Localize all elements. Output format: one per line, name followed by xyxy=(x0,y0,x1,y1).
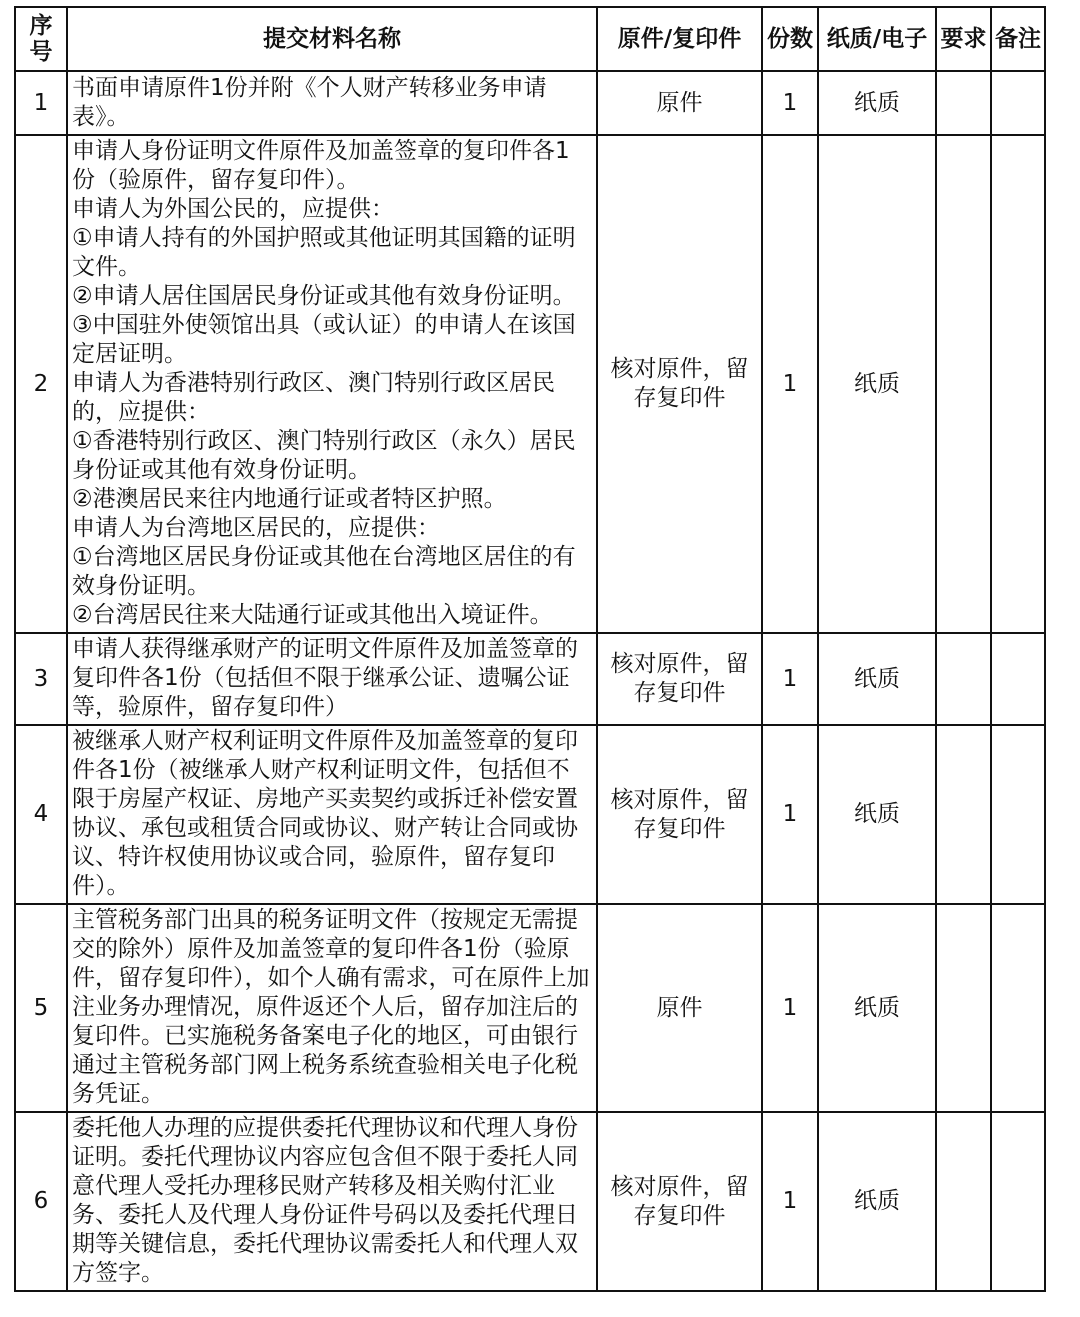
row-medium: 纸质 xyxy=(818,904,936,1112)
row-note xyxy=(991,71,1045,135)
header-medium: 纸质/电子 xyxy=(818,7,936,71)
row-form: 原件 xyxy=(597,71,762,135)
table-row xyxy=(15,725,1045,904)
row-medium: 纸质 xyxy=(818,725,936,904)
row-form: 核对原件，留存复印件 xyxy=(597,633,762,725)
row-name-line: ①台湾地区居民身份证或其他在台湾地区居住的有效身份证明。 xyxy=(72,544,576,599)
row-note xyxy=(991,135,1045,633)
row-seq: 3 xyxy=(15,633,67,725)
row-seq: 6 xyxy=(15,1112,67,1291)
row-seq: 5 xyxy=(15,904,67,1112)
row-name xyxy=(67,904,597,1112)
table-row xyxy=(15,633,1045,725)
row-name-line: ②申请人居住国居民身份证或其他有效身份证明。 xyxy=(72,283,576,309)
row-name xyxy=(67,135,597,633)
table-row xyxy=(15,1112,1045,1291)
row-name-line: 委托他人办理的应提供委托代理协议和代理人身份证明。委托代理协议内容应包含但不限于委托人同意代理人受托办理移民财产转移及相关购付汇业务、委托人及代理人身份证件号码以及委托代理日期等关键信息，委托代理协议需委托人和代理人双方签字。 xyxy=(72,1115,578,1286)
materials-table-container xyxy=(14,6,1046,1292)
row-medium: 纸质 xyxy=(818,633,936,725)
row-seq: 2 xyxy=(15,135,67,633)
table-row xyxy=(15,904,1045,1112)
row-requirement xyxy=(936,71,991,135)
table-row xyxy=(15,71,1045,135)
row-requirement xyxy=(936,725,991,904)
header-requirement: 要求 xyxy=(936,7,991,71)
row-copies: 1 xyxy=(762,135,818,633)
header-seq: 序号 xyxy=(15,7,67,71)
row-medium: 纸质 xyxy=(818,71,936,135)
header-form: 原件/复印件 xyxy=(597,7,762,71)
row-name-line: ①香港特别行政区、澳门特别行政区（永久）居民身份证或其他有效身份证明。 xyxy=(72,428,576,483)
row-form: 核对原件，留存复印件 xyxy=(597,1112,762,1291)
row-form: 核对原件，留存复印件 xyxy=(597,135,762,633)
row-name-line: 申请人为台湾地区居民的，应提供： xyxy=(72,515,440,541)
row-name-line: 被继承人财产权利证明文件原件及加盖签章的复印件各1份（被继承人财产权利证明文件，包括但不限于房屋产权证、房地产买卖契约或拆迁补偿安置协议、承包或租赁合同或协议、财产转让合同或协议、特许权使用协议或合同，验原件，留存复印件）。 xyxy=(72,728,578,899)
row-note xyxy=(991,725,1045,904)
row-requirement xyxy=(936,904,991,1112)
row-name-line: ③中国驻外使领馆出具（或认证）的申请人在该国定居证明。 xyxy=(72,312,576,367)
header-copies: 份数 xyxy=(762,7,818,71)
row-name xyxy=(67,71,597,135)
row-name xyxy=(67,725,597,904)
row-copies: 1 xyxy=(762,71,818,135)
row-copies: 1 xyxy=(762,904,818,1112)
materials-table xyxy=(14,6,1046,1292)
row-requirement xyxy=(936,633,991,725)
row-requirement xyxy=(936,135,991,633)
row-form: 原件 xyxy=(597,904,762,1112)
row-requirement xyxy=(936,1112,991,1291)
row-name xyxy=(67,1112,597,1291)
row-name-line: 申请人获得继承财产的证明文件原件及加盖签章的复印件各1份（包括但不限于继承公证、遗嘱公证等，验原件，留存复印件） xyxy=(72,636,578,720)
row-medium: 纸质 xyxy=(818,135,936,633)
table-row xyxy=(15,135,1045,633)
row-note xyxy=(991,1112,1045,1291)
row-form: 核对原件，留存复印件 xyxy=(597,725,762,904)
row-seq: 4 xyxy=(15,725,67,904)
row-copies: 1 xyxy=(762,1112,818,1291)
row-name-line: 申请人为外国公民的，应提供： xyxy=(72,196,394,222)
row-name-line: ①申请人持有的外国护照或其他证明其国籍的证明文件。 xyxy=(72,225,576,280)
header-note: 备注 xyxy=(991,7,1045,71)
row-name-line: 主管税务部门出具的税务证明文件（按规定无需提交的除外）原件及加盖签章的复印件各1份（验原件，留存复印件），如个人确有需求，可在原件上加注业务办理情况，原件返还个人后，留存加注后的复印件。已实施税务备案电子化的地区，可由银行通过主管税务部门网上税务系统查验相关电子化税务凭证。 xyxy=(72,907,590,1107)
row-name-line: ②港澳居民来往内地通行证或者特区护照。 xyxy=(72,486,507,512)
row-note xyxy=(991,904,1045,1112)
header-name: 提交材料名称 xyxy=(67,7,597,71)
row-copies: 1 xyxy=(762,725,818,904)
row-name-line: 申请人为香港特别行政区、澳门特别行政区居民的，应提供： xyxy=(72,370,555,425)
row-name xyxy=(67,633,597,725)
row-name-line: 书面申请原件1份并附《个人财产转移业务申请表》。 xyxy=(72,74,547,130)
row-note xyxy=(991,633,1045,725)
header-row xyxy=(15,7,1045,71)
row-seq: 1 xyxy=(15,71,67,135)
row-name-line: 申请人身份证明文件原件及加盖签章的复印件各1份（验原件，留存复印件）。 xyxy=(72,138,570,193)
row-name-line: ②台湾居民往来大陆通行证或其他出入境证件。 xyxy=(72,602,553,628)
row-copies: 1 xyxy=(762,633,818,725)
row-medium: 纸质 xyxy=(818,1112,936,1291)
